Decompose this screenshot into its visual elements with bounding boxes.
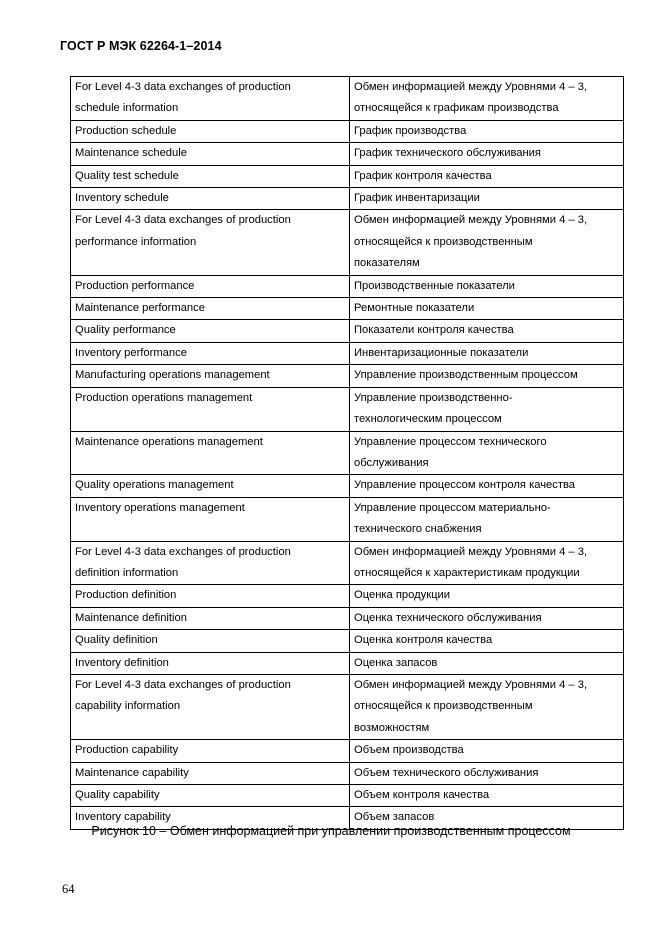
english-term-cell (71, 120, 350, 142)
table-row (71, 585, 624, 607)
cell-line: Inventory definition (75, 656, 169, 669)
english-term-cell (71, 77, 350, 121)
cell-line: Inventory schedule (75, 192, 169, 205)
russian-term-cell (350, 275, 624, 297)
english-term-cell (71, 165, 350, 187)
russian-term-cell (350, 785, 624, 807)
cell-line: Управление производственно- (354, 391, 513, 404)
table-row (71, 342, 624, 364)
cell-line: Maintenance definition (75, 611, 187, 624)
table-row (71, 365, 624, 387)
cell-line: Maintenance capability (75, 766, 189, 779)
russian-term-cell (350, 165, 624, 187)
table-row (71, 210, 624, 275)
english-term-cell (71, 607, 350, 629)
cell-line: возможностям (354, 721, 430, 734)
cell-line: относящейся к производственным (354, 235, 533, 248)
cell-line: Объем контроля качества (354, 789, 490, 801)
cell-line: Оценка контроля качества (354, 634, 493, 647)
cell-line: Показатели контроля качества (354, 324, 514, 337)
cell-line: Объем технического обслуживания (354, 766, 539, 779)
cell-line: capability information (75, 700, 181, 713)
english-term-cell (71, 674, 350, 739)
table-row (71, 630, 624, 652)
english-term-cell (71, 210, 350, 275)
english-term-cell (71, 497, 350, 541)
table-row (71, 475, 624, 497)
cell-line: Production performance (75, 279, 195, 292)
cell-line: Quality definition (75, 634, 158, 647)
table-row (71, 762, 624, 784)
russian-term-cell (350, 298, 624, 320)
cell-line: Production capability (75, 744, 179, 757)
table-row (71, 275, 624, 297)
english-term-cell (71, 387, 350, 431)
english-term-cell (71, 785, 350, 807)
russian-term-cell (350, 143, 624, 165)
document-header: ГОСТ Р МЭК 62264-1–2014 (60, 39, 222, 53)
table-row (71, 541, 624, 585)
russian-term-cell (350, 475, 624, 497)
cell-line: График контроля качества (354, 169, 492, 182)
cell-line: Production operations management (75, 391, 253, 404)
russian-term-cell (350, 188, 624, 210)
table-row (71, 143, 624, 165)
cell-line: For Level 4-3 data exchanges of production (75, 678, 291, 691)
english-term-cell (71, 275, 350, 297)
cell-line: относящейся к характеристикам продукции (354, 566, 580, 579)
russian-term-cell (350, 497, 624, 541)
cell-line: Manufacturing operations management (75, 369, 270, 382)
table-row (71, 785, 624, 807)
russian-term-cell (350, 652, 624, 674)
russian-term-cell (350, 342, 624, 364)
russian-term-cell (350, 607, 624, 629)
cell-line: Обмен информацией между Уровнями 4 – 3, (354, 545, 588, 558)
russian-term-cell (350, 365, 624, 387)
terms-table (70, 76, 624, 830)
russian-term-cell (350, 120, 624, 142)
russian-term-cell (350, 630, 624, 652)
cell-line: Оценка технического обслуживания (354, 611, 542, 624)
english-term-cell (71, 762, 350, 784)
table-row (71, 497, 624, 541)
cell-line: Inventory operations management (75, 501, 245, 514)
page-number: 64 (62, 882, 75, 896)
cell-line: Ремонтные показатели (354, 302, 475, 315)
cell-line: Производственные показатели (354, 279, 515, 292)
cell-line: Inventory capability (75, 811, 171, 824)
english-term-cell (71, 630, 350, 652)
cell-line: Quality performance (75, 324, 176, 337)
english-term-cell (71, 320, 350, 342)
table-row (71, 165, 624, 187)
table-row (71, 188, 624, 210)
table-row (71, 431, 624, 475)
russian-term-cell (350, 210, 624, 275)
russian-term-cell (350, 740, 624, 762)
table-row (71, 77, 624, 121)
russian-term-cell (350, 674, 624, 739)
cell-line: Обмен информацией между Уровнями 4 – 3, (354, 678, 588, 691)
cell-line: График производства (354, 124, 467, 137)
cell-line: Quality capability (75, 789, 160, 801)
cell-line: Объем запасов (354, 811, 435, 824)
russian-term-cell (350, 77, 624, 121)
cell-line: Управление производственным процессом (354, 369, 578, 382)
table-row (71, 652, 624, 674)
english-term-cell (71, 298, 350, 320)
cell-line: Maintenance schedule (75, 147, 187, 160)
english-term-cell (71, 652, 350, 674)
cell-line: Quality operations management (75, 479, 234, 492)
cell-line: For Level 4-3 data exchanges of production (75, 214, 291, 227)
cell-line: Управление процессом технического (354, 435, 547, 448)
table-row (71, 740, 624, 762)
table-row (71, 387, 624, 431)
cell-line: Production definition (75, 589, 177, 602)
cell-line: definition information (75, 566, 179, 579)
table-row (71, 674, 624, 739)
english-term-cell (71, 475, 350, 497)
cell-line: График технического обслуживания (354, 147, 541, 160)
cell-line: Управление процессом контроля качества (354, 479, 576, 492)
cell-line: График инвентаризации (354, 192, 480, 205)
russian-term-cell (350, 431, 624, 475)
cell-line: For Level 4-3 data exchanges of production (75, 545, 291, 558)
english-term-cell (71, 585, 350, 607)
cell-line: Maintenance performance (75, 302, 205, 315)
cell-line: Оценка запасов (354, 656, 438, 669)
cell-line: технологическим процессом (354, 413, 502, 426)
russian-term-cell (350, 320, 624, 342)
table-row (71, 298, 624, 320)
russian-term-cell (350, 585, 624, 607)
cell-line: Обмен информацией между Уровнями 4 – 3, (354, 81, 588, 93)
english-term-cell (71, 740, 350, 762)
english-term-cell (71, 541, 350, 585)
cell-line: Maintenance operations management (75, 435, 263, 448)
english-term-cell (71, 342, 350, 364)
cell-line: Объем производства (354, 744, 464, 757)
cell-line: For Level 4-3 data exchanges of production (75, 81, 291, 93)
english-term-cell (71, 365, 350, 387)
cell-line: относящейся к производственным (354, 700, 533, 713)
cell-line: Инвентаризационные показатели (354, 346, 529, 359)
terms-table-body (71, 77, 624, 830)
cell-line: Оценка продукции (354, 589, 451, 602)
russian-term-cell (350, 387, 624, 431)
cell-line: Inventory performance (75, 346, 187, 359)
cell-line: показателям (354, 257, 420, 270)
cell-line: Обмен информацией между Уровнями 4 – 3, (354, 214, 588, 227)
english-term-cell (71, 431, 350, 475)
figure-caption: Рисунок 10 – Обмен информацией при управлении производственным процессом (91, 824, 571, 838)
russian-term-cell (350, 762, 624, 784)
english-term-cell (71, 188, 350, 210)
cell-line: Управление процессом материально- (354, 501, 551, 514)
table-row (71, 320, 624, 342)
cell-line: performance information (75, 235, 197, 248)
english-term-cell (71, 143, 350, 165)
table-row (71, 607, 624, 629)
cell-line: технического снабжения (354, 523, 482, 536)
table-row (71, 120, 624, 142)
cell-line: schedule information (75, 102, 179, 115)
cell-line: относящейся к графикам производства (354, 102, 559, 115)
cell-line: обслуживания (354, 456, 429, 469)
cell-line: Quality test schedule (75, 169, 179, 182)
cell-line: Production schedule (75, 124, 177, 137)
russian-term-cell (350, 541, 624, 585)
